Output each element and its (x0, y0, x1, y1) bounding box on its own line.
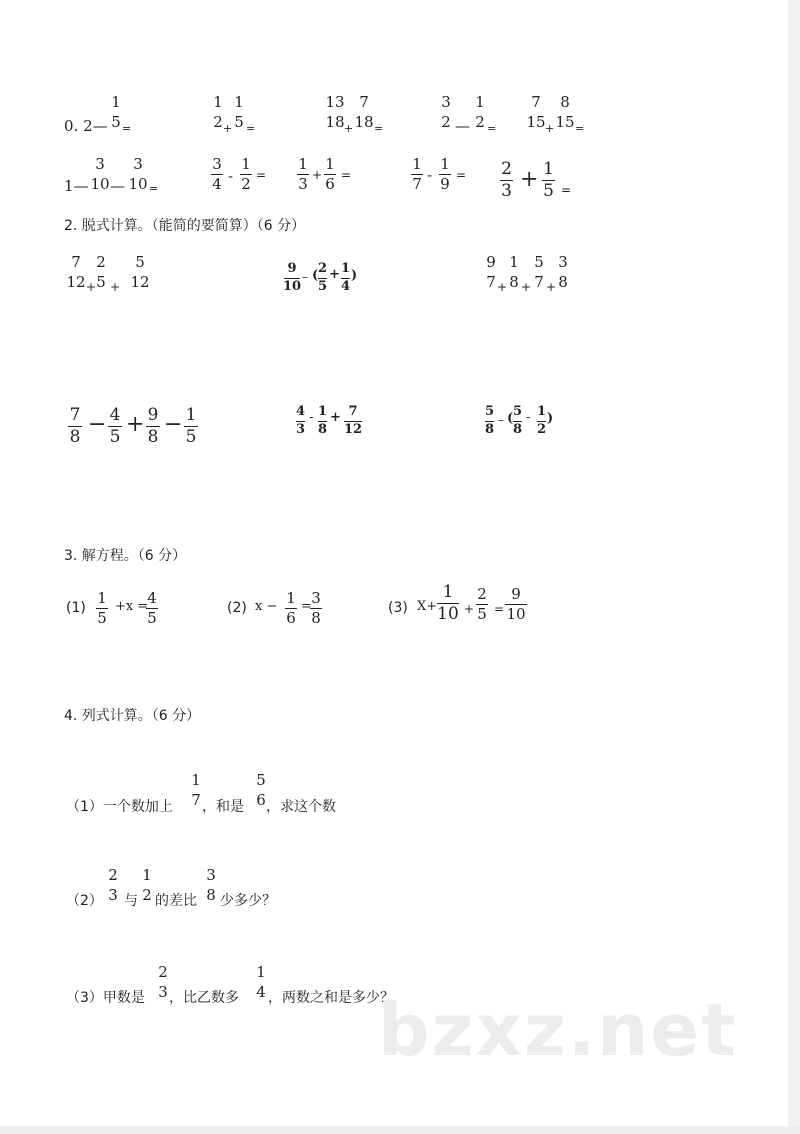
fraction (324, 156, 336, 192)
operator: — (455, 117, 470, 135)
denominator: 2 (213, 113, 223, 131)
fraction (110, 94, 122, 130)
fraction (500, 160, 513, 200)
fraction (344, 405, 362, 437)
fraction (542, 160, 555, 200)
numerator: 1 (234, 93, 244, 111)
equals-sign: = (246, 122, 256, 135)
equals-sign: = (301, 599, 312, 614)
denominator: 5 (97, 609, 107, 627)
numerator: 1 (256, 963, 266, 981)
denominator: 2 (142, 886, 152, 904)
numerator: 5 (534, 253, 544, 271)
denominator: 6 (325, 175, 335, 193)
denominator: 7 (412, 175, 422, 193)
denominator: 3 (501, 181, 512, 201)
equals-sign: = (456, 168, 467, 182)
denominator: 2 (536, 422, 547, 437)
fraction (555, 94, 575, 130)
fraction (240, 156, 252, 192)
numerator: 4 (109, 405, 121, 425)
operator: + (464, 602, 475, 616)
numerator: 1 (317, 404, 328, 419)
fraction (184, 406, 198, 446)
operator: + (330, 410, 341, 425)
denominator: 3 (108, 886, 118, 904)
fraction (157, 964, 169, 1000)
denominator: 8 (558, 273, 568, 291)
fraction (526, 94, 546, 130)
denominator: 4 (256, 983, 266, 1001)
fraction (341, 262, 350, 294)
numerator: 3 (206, 866, 216, 884)
operator: + (546, 280, 557, 294)
operator: — (110, 177, 125, 195)
numerator: 2 (501, 159, 512, 179)
denominator: 12 (130, 273, 150, 291)
operator: + (312, 168, 323, 182)
operator: + (126, 412, 145, 437)
denominator: 2 (441, 113, 451, 131)
numerator: 1 (97, 589, 107, 607)
fraction (108, 406, 122, 446)
operator: - (228, 167, 234, 185)
operator: - (526, 410, 531, 425)
denominator: 3 (295, 422, 306, 437)
denominator: 2 (241, 175, 251, 193)
fraction (141, 867, 153, 903)
denominator: 8 (512, 422, 523, 437)
fraction (439, 156, 451, 192)
fraction (533, 254, 545, 290)
fraction (513, 405, 522, 437)
numerator: 2 (96, 253, 106, 271)
fraction (508, 254, 520, 290)
problem-text: 与 (124, 893, 138, 909)
equals-sign: = (341, 168, 352, 182)
denominator: 18 (354, 113, 374, 131)
section-2-heading: 2. 脱式计算。（能简的要简算）（6 分） (64, 218, 306, 234)
close-paren: ) (351, 268, 358, 283)
denominator: 4 (212, 175, 222, 193)
fraction (485, 405, 494, 437)
equals-sign: = (487, 122, 497, 135)
problem-text: （2） (66, 893, 103, 909)
numerator: 7 (348, 404, 358, 419)
numerator: 9 (287, 261, 297, 276)
denominator: 5 (317, 279, 328, 294)
operator: + (520, 167, 539, 192)
equation-prefix: X+ (417, 599, 438, 614)
fraction (354, 94, 374, 130)
fraction (437, 583, 459, 623)
numerator: 7 (359, 93, 369, 111)
equals-sign: = (149, 182, 159, 195)
operator: + (545, 122, 555, 135)
fraction (233, 94, 245, 130)
close-paren: ) (547, 411, 554, 426)
fraction (128, 156, 148, 192)
problem-text: ，和是 (202, 799, 244, 815)
fraction (296, 405, 305, 437)
equals-sign: = (122, 122, 132, 135)
fraction (297, 156, 309, 192)
denominator: 7 (486, 273, 496, 291)
numerator: 1 (111, 93, 121, 111)
denominator: 3 (158, 983, 168, 1001)
denominator: 6 (256, 791, 266, 809)
denominator: 5 (543, 181, 554, 201)
fraction (95, 254, 107, 290)
fraction (130, 254, 150, 290)
fraction (318, 405, 327, 437)
denominator: 12 (66, 273, 86, 291)
numerator: 1 (213, 93, 223, 111)
fraction (285, 590, 297, 626)
fraction (325, 94, 345, 130)
operator: - (427, 166, 433, 184)
equation-prefix: x − (255, 599, 278, 614)
numerator: 9 (147, 405, 159, 425)
numerator: 2 (108, 866, 118, 884)
denominator: 3 (298, 175, 308, 193)
denominator: 12 (343, 422, 363, 437)
operator: - (309, 410, 314, 425)
denominator: 8 (69, 427, 81, 447)
operator: + (86, 280, 97, 294)
fraction (284, 262, 300, 294)
denominator: 18 (325, 113, 345, 131)
numerator: 3 (212, 155, 222, 173)
fraction (205, 867, 217, 903)
denominator: 5 (109, 427, 121, 447)
expr-prefix: 0. 2— (64, 117, 108, 135)
fraction (96, 590, 108, 626)
equals-sign: = (494, 602, 505, 616)
denominator: 7 (534, 273, 544, 291)
denominator: 4 (340, 279, 351, 294)
denominator: 8 (509, 273, 519, 291)
equation-label: (2) (227, 600, 247, 616)
numerator: 2 (158, 963, 168, 981)
numerator: 7 (71, 253, 81, 271)
problem-text: ，两数之和是多少？ (268, 990, 394, 1006)
denominator: 7 (191, 791, 201, 809)
equals-sign: = (561, 183, 572, 197)
problem-text: （3）甲数是 (66, 990, 145, 1006)
denominator: 5 (96, 273, 106, 291)
numerator: 1 (286, 589, 296, 607)
operator: + (110, 280, 121, 294)
denominator: 5 (477, 605, 487, 623)
numerator: 1 (340, 261, 351, 276)
numerator: 4 (147, 589, 157, 607)
denominator: 15 (526, 113, 546, 131)
fraction (310, 590, 322, 626)
denominator: 10 (90, 175, 110, 193)
operator: + (521, 280, 532, 294)
numerator: 1 (191, 771, 201, 789)
numerator: 1 (475, 93, 485, 111)
denominator: 6 (286, 609, 296, 627)
operator: + (329, 267, 340, 282)
denominator: 10 (282, 279, 302, 294)
fraction (255, 964, 267, 1000)
operator: − (88, 412, 107, 437)
numerator: 1 (325, 155, 335, 173)
numerator: 1 (543, 159, 554, 179)
problem-text: ，比乙数多 (169, 990, 239, 1006)
numerator: 2 (477, 585, 487, 603)
operator: − (164, 412, 183, 437)
numerator: 9 (511, 585, 521, 603)
fraction (107, 867, 119, 903)
fraction (190, 772, 202, 808)
numerator: 3 (133, 155, 143, 173)
numerator: 3 (441, 93, 451, 111)
numerator: 7 (531, 93, 541, 111)
operator: – (302, 270, 308, 284)
fraction (505, 586, 527, 622)
denominator: 5 (147, 609, 157, 627)
numerator: 1 (412, 155, 422, 173)
denominator: 5 (185, 427, 197, 447)
denominator: 5 (234, 113, 244, 131)
fraction (440, 94, 452, 130)
page-edge-right (788, 0, 800, 1134)
equation-label: (1) (66, 600, 86, 616)
fraction (318, 262, 327, 294)
numerator: 3 (95, 155, 105, 173)
equals-sign: = (374, 122, 384, 135)
equation-label: (3) (388, 600, 408, 616)
expr-prefix: 1— (64, 177, 89, 195)
fraction (211, 156, 223, 192)
fraction (146, 590, 158, 626)
equals-sign: = (256, 168, 267, 182)
fraction (485, 254, 497, 290)
denominator: 9 (440, 175, 450, 193)
numerator: 7 (69, 405, 81, 425)
fraction (66, 254, 86, 290)
fraction (146, 406, 160, 446)
numerator: 3 (558, 253, 568, 271)
numerator: 1 (440, 155, 450, 173)
numerator: 5 (135, 253, 145, 271)
numerator: 5 (256, 771, 266, 789)
operator: – (498, 413, 504, 427)
denominator: 8 (147, 427, 159, 447)
numerator: 5 (512, 404, 523, 419)
denominator: 8 (317, 422, 328, 437)
fraction (90, 156, 110, 192)
fraction (476, 586, 488, 622)
fraction (557, 254, 569, 290)
fraction (474, 94, 486, 130)
denominator: 8 (311, 609, 321, 627)
site-watermark: bzxz.net (378, 988, 738, 1072)
denominator: 10 (437, 604, 459, 624)
denominator: 5 (111, 113, 121, 131)
numerator: 1 (185, 405, 197, 425)
fraction (411, 156, 423, 192)
problem-text: 的差比 (155, 893, 197, 909)
numerator: 4 (295, 404, 306, 419)
denominator: 10 (128, 175, 148, 193)
problem-text: （1）一个数加上 (66, 799, 173, 815)
numerator: 1 (241, 155, 251, 173)
equals-sign: = (575, 122, 585, 135)
numerator: 9 (486, 253, 496, 271)
page-edge-bottom (0, 1126, 800, 1134)
operator: + (497, 280, 508, 294)
open-paren: ( (312, 268, 319, 283)
section-3-heading: 3. 解方程。（6 分） (64, 548, 187, 564)
operator: + (223, 122, 233, 135)
numerator: 1 (442, 582, 454, 602)
fraction (68, 406, 82, 446)
numerator: 2 (317, 261, 328, 276)
numerator: 3 (311, 589, 321, 607)
numerator: 1 (536, 404, 547, 419)
denominator: 15 (555, 113, 575, 131)
numerator: 1 (298, 155, 308, 173)
denominator: 8 (484, 422, 495, 437)
denominator: 8 (206, 886, 216, 904)
problem-text: ，求这个数 (266, 799, 336, 815)
denominator: 2 (475, 113, 485, 131)
numerator: 1 (509, 253, 519, 271)
section-4-heading: 4. 列式计算。（6 分） (64, 708, 201, 724)
numerator: 13 (325, 93, 345, 111)
open-paren: ( (507, 411, 514, 426)
numerator: 1 (142, 866, 152, 884)
fraction (537, 405, 546, 437)
problem-text: 少多少？ (220, 893, 276, 909)
equation-middle: +x = (115, 599, 149, 614)
numerator: 5 (484, 404, 495, 419)
operator: + (344, 122, 354, 135)
denominator: 10 (506, 605, 526, 623)
numerator: 8 (560, 93, 570, 111)
